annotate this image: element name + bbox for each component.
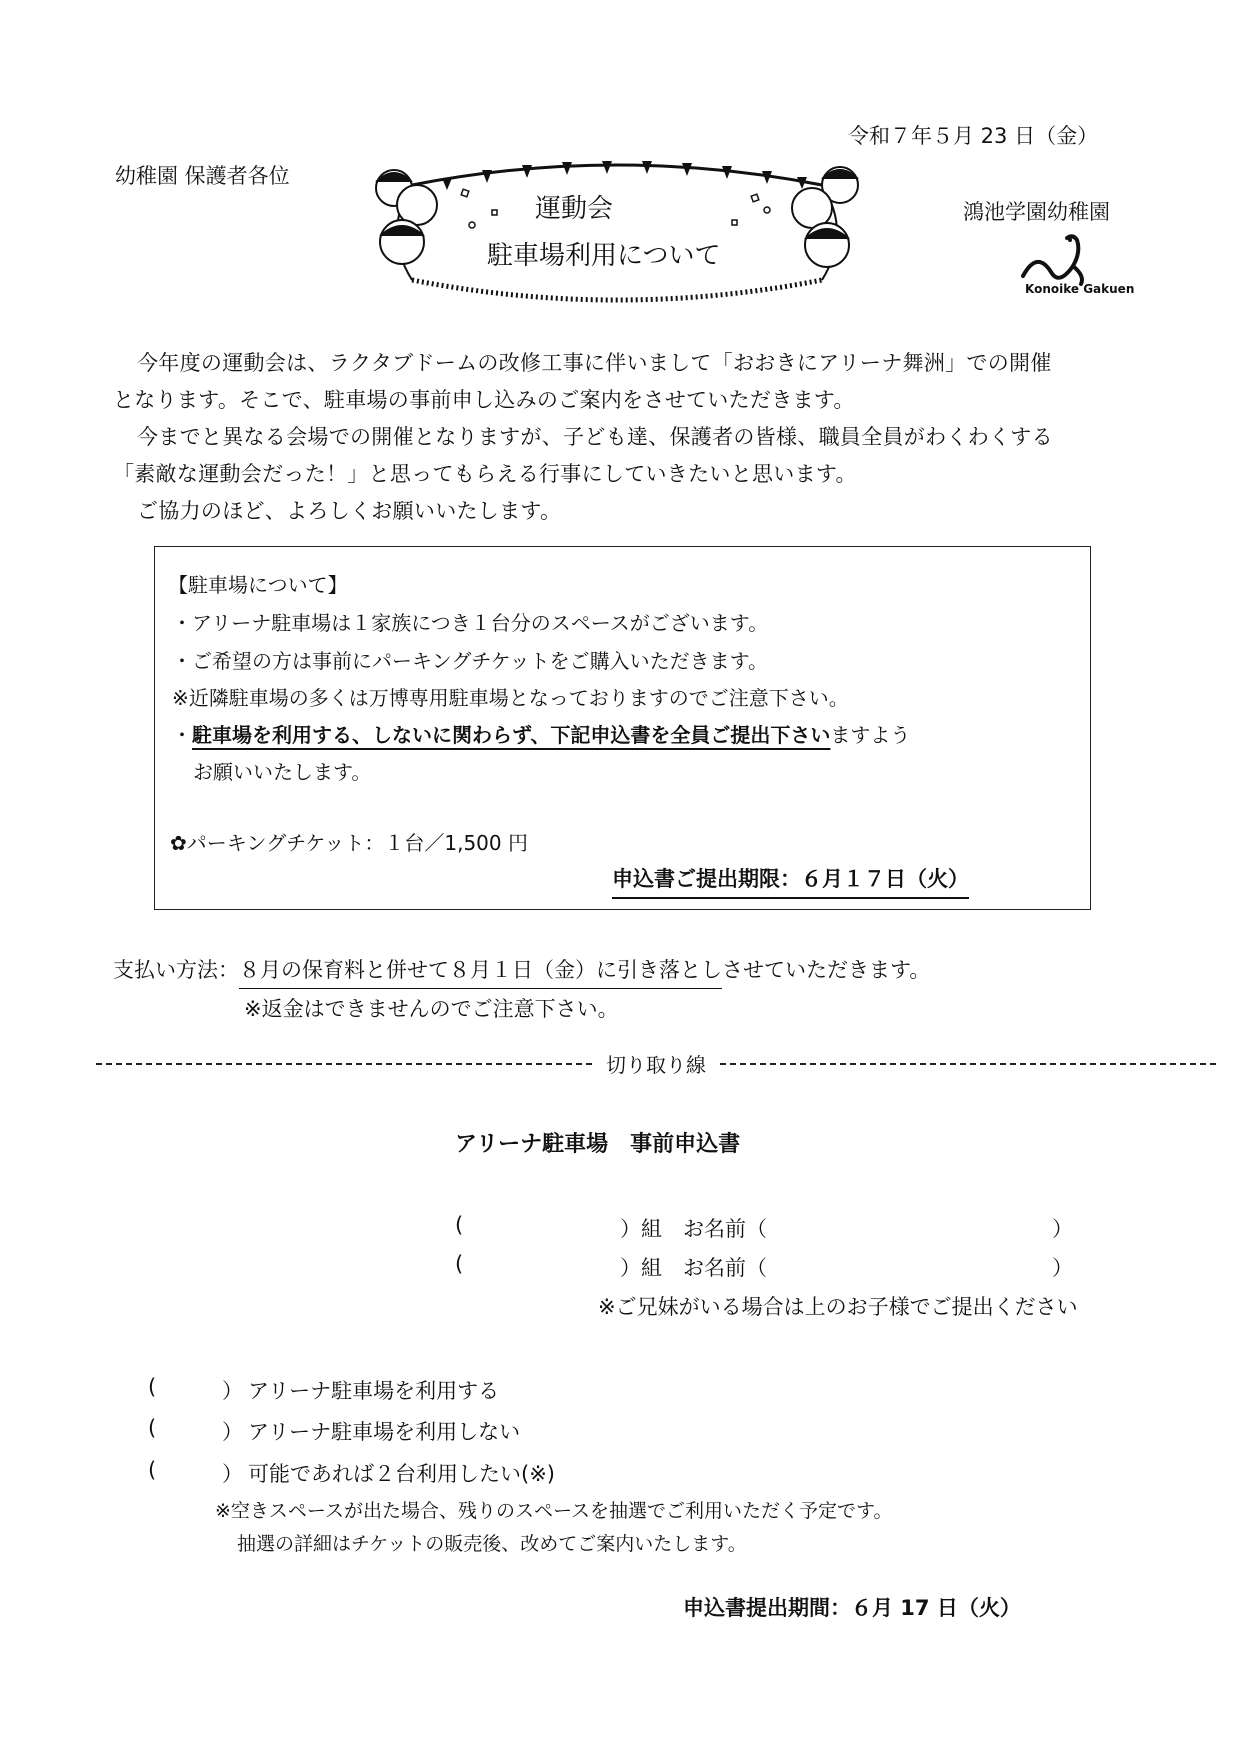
- parking-item-4-line-2: お願いいたします。: [193, 760, 372, 784]
- option-3-label: 可能であれば２台利用したい(※): [248, 1462, 555, 1486]
- title-line-1: 運動会: [535, 194, 614, 224]
- parking-item-4: [172, 719, 910, 748]
- payment-method: ８月の保育料と併せて８月１日（金）に引き落とし: [239, 958, 722, 989]
- parking-item-1: ・アリーナ駐車場は１家族につき１台分のスペースがございます。: [172, 611, 769, 635]
- form-row-1-close: ）: [1052, 1217, 1073, 1241]
- form-row-1-class-name: ）組 お名前（: [620, 1217, 767, 1241]
- parking-item-2: ・ご希望の方は事前にパーキングチケットをご購入いただきます。: [172, 649, 768, 673]
- form-title: アリーナ駐車場 事前申込書: [455, 1132, 741, 1157]
- parking-item-4-rest: ますよう: [830, 723, 911, 747]
- payment-rest: させていただきます。: [722, 958, 931, 982]
- option-2-close: ）: [222, 1420, 243, 1444]
- lottery-note-2: 抽選の詳細はチケットの販売後、改めてご案内いたします。: [237, 1533, 747, 1555]
- recipient-line: 幼稚園 保護者各位: [115, 164, 290, 188]
- intro-line-3: 今までと異なる会場での開催となりますが、子ども達、保護者の皆様、職員全員がわくわくする: [137, 425, 1053, 449]
- cut-line-dashes-right: [720, 1063, 1216, 1065]
- option-1-open: (: [148, 1375, 157, 1399]
- option-1-close: ）: [222, 1379, 243, 1403]
- intro-line-1: 今年度の運動会は、ラクタブドームの改修工事に伴いまして「おおきにアリーナ舞洲」での開催: [137, 351, 1052, 375]
- sibling-note: ※ご兄妹がいる場合は上のお子様でご提出ください: [598, 1295, 1078, 1319]
- cut-line-label: 切り取り線: [606, 1053, 706, 1077]
- lottery-note-1: ※空きスペースが出た場合、残りのスペースを抽選でご利用いただく予定です。: [215, 1500, 893, 1522]
- parking-heading: 【駐車場について】: [168, 573, 348, 597]
- option-2-label: アリーナ駐車場を利用しない: [248, 1420, 521, 1444]
- parking-deadline: 申込書ご提出期限：６月１７日（火）: [612, 863, 969, 899]
- payment-label: 支払い方法：: [113, 958, 239, 982]
- form-row-2-class-name: ）組 お名前（: [620, 1256, 767, 1280]
- intro-line-2: となります。そこで、駐車場の事前申し込みのご案内をさせていただきます。: [113, 388, 855, 412]
- banner-illustration: [372, 150, 862, 310]
- form-row-1-open: (: [455, 1213, 464, 1237]
- cut-line: [96, 1049, 1216, 1078]
- document-date: 令和７年５月 23 日（金）: [848, 124, 1099, 148]
- parking-item-4-bullet: ・: [172, 723, 192, 747]
- form-deadline: 申込書提出期間：６月 17 日（火）: [683, 1596, 1021, 1620]
- option-1-label: アリーナ駐車場を利用する: [248, 1379, 500, 1403]
- payment-line: [113, 954, 930, 984]
- intro-line-5: ご協力のほど、よろしくお願いいたします。: [137, 499, 562, 523]
- parking-ticket-price: ✿パーキングチケット：１台／1,500 円: [170, 831, 528, 855]
- intro-line-4: 「素敵な運動会だった！」と思ってもらえる行事にしていきたいと思います。: [113, 462, 857, 486]
- option-2-open: (: [148, 1416, 157, 1440]
- form-row-2-close: ）: [1052, 1256, 1073, 1280]
- option-3-open: (: [148, 1458, 157, 1482]
- parking-item-3: ※近隣駐車場の多くは万博専用駐車場となっておりますのでご注意下さい。: [172, 686, 849, 710]
- parking-item-4-emphasis: 駐車場を利用する、しないに関わらず、下記申込書を全員ご提出下さい: [192, 723, 831, 747]
- title-line-2: 駐車場利用について: [487, 241, 721, 271]
- school-name: 鴻池学園幼稚園: [963, 200, 1110, 224]
- logo-text: Konoike Gakuen: [1025, 282, 1135, 296]
- cut-line-dashes-left: [96, 1063, 592, 1065]
- option-3-close: ）: [222, 1462, 243, 1486]
- form-row-2-open: (: [455, 1252, 464, 1276]
- refund-note: ※返金はできませんのでご注意下さい。: [244, 997, 619, 1021]
